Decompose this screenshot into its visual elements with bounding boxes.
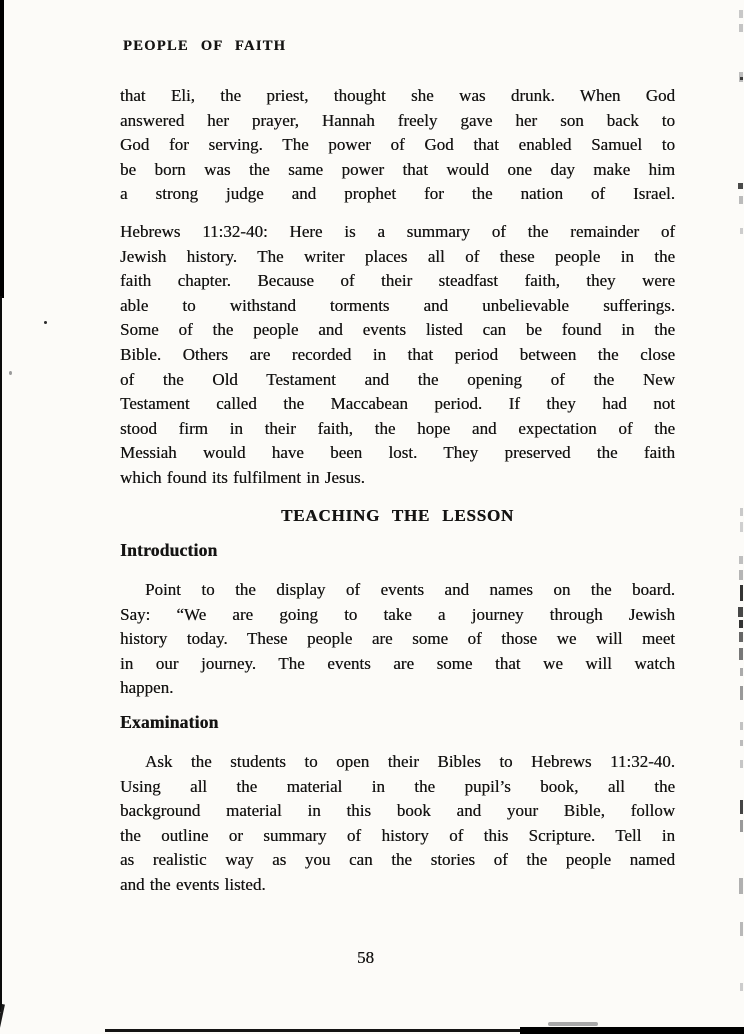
scan-artifact-speck	[9, 371, 12, 375]
text-line: answered her prayer, Hannah freely gave her son back to	[120, 110, 675, 130]
text-line: be born was the same power that would one day make him	[120, 159, 675, 179]
text-line: Some of the people and events listed can be found in the	[120, 320, 675, 340]
scan-artifact-edge-fragment	[738, 607, 743, 617]
scan-artifact-edge-fragment	[740, 522, 743, 532]
scan-artifact-edge-fragment	[740, 820, 743, 832]
text-line: able to withstand torments and unbelievable sufferings.	[120, 295, 675, 315]
scan-artifact-edge-fragment	[740, 228, 743, 234]
scan-artifact-speck	[44, 321, 47, 324]
text-line: stood firm in their faith, the hope and expectation of the	[120, 418, 675, 438]
scan-artifact-corner-curl	[0, 1004, 5, 1034]
scan-artifact-edge-fragment	[739, 570, 743, 580]
scan-artifact-bottom-bar	[105, 1029, 523, 1032]
scan-artifact-edge-fragment	[740, 585, 743, 601]
scan-artifact-edge-fragment	[740, 922, 743, 936]
text-line: the outline or summary of history of this Scripture. Tell in	[120, 825, 675, 845]
scan-artifact-edge-fragment	[740, 508, 743, 516]
section-heading: TEACHING THE LESSON	[281, 506, 514, 525]
scan-artifact-edge-fragment	[739, 556, 743, 564]
text-line: Jewish history. The writer places all of these people in the	[120, 246, 675, 266]
scan-artifact-edge-fragment	[740, 722, 743, 730]
scan-artifact-edge-fragment	[738, 183, 743, 189]
text-line: Ask the students to open their Bibles to Hebrews 11:32-40.	[145, 752, 675, 771]
scan-artifact-bottom-smudge	[548, 1022, 598, 1026]
subheading-examination: Examination	[120, 712, 219, 732]
text-line: that Eli, the priest, thought she was drunk. When God	[120, 86, 675, 105]
scan-artifact-bottom-bar-thick	[520, 1027, 744, 1034]
subheading-introduction: Introduction	[120, 540, 218, 560]
paragraph-hebrews-summary	[120, 220, 675, 491]
scan-artifact-edge-fragment	[739, 10, 743, 18]
scan-artifact-edge-fragment	[739, 878, 743, 894]
scan-artifact-edge-fragment	[739, 72, 743, 82]
scan-artifact-left-edge-bar	[0, 0, 4, 298]
text-line: a strong judge and prophet for the nation of Israel.	[120, 184, 675, 204]
scan-artifact-edge-fragment	[739, 620, 743, 628]
scan-artifact-edge-fragment	[740, 800, 743, 814]
scan-artifact-edge-fragment	[740, 983, 743, 991]
text-line: background material in this book and your Bible, follow	[120, 801, 675, 821]
text-line: as realistic way as you can the stories of the people named	[120, 850, 675, 870]
text-line: faith chapter. Because of their steadfast faith, they were	[120, 271, 675, 291]
text-line: Point to the display of events and names on the board.	[145, 580, 675, 599]
scan-artifact-edge-fragment	[740, 760, 743, 768]
paragraph-examination	[120, 750, 675, 898]
text-line: Say: “We are going to take a journey through Jewish	[120, 604, 675, 624]
scan-artifact-edge-fragment	[739, 648, 743, 660]
text-line: history today. These people are some of those we will meet	[120, 629, 675, 649]
scan-artifact-edge-fragment	[739, 24, 743, 32]
text-line: and the events listed.	[120, 874, 266, 894]
text-line: Messiah would have been lost. They preserved the faith	[120, 443, 675, 463]
paragraph-introduction	[120, 578, 675, 701]
running-header: PEOPLE OF FAITH	[123, 38, 287, 54]
text-line: in our journey. The events are some that we will watch	[120, 653, 675, 673]
text-line: of the Old Testament and the opening of the New	[120, 369, 675, 389]
scan-artifact-left-edge-line	[0, 296, 2, 1012]
scan-artifact-edge-fragment	[740, 668, 743, 676]
page-number: 58	[357, 948, 374, 967]
text-line: God for serving. The power of God that enabled Samuel to	[120, 135, 675, 155]
text-line: Bible. Others are recorded in that period between the close	[120, 344, 675, 364]
scan-artifact-edge-fragment	[740, 740, 743, 746]
paragraph-eli-hannah	[120, 84, 675, 207]
text-line: Hebrews 11:32-40: Here is a summary of the remainder of	[120, 222, 675, 241]
text-line: happen.	[120, 678, 174, 698]
scan-artifact-edge-fragment	[740, 77, 743, 80]
scan-artifact-edge-fragment	[739, 632, 743, 642]
text-line: Testament called the Maccabean period. If they had not	[120, 394, 675, 414]
scan-artifact-edge-fragment	[740, 686, 743, 700]
text-line: which found its fulfilment in Jesus.	[120, 467, 365, 487]
scan-artifact-edge-fragment	[739, 196, 743, 204]
text-line: Using all the material in the pupil’s book, all the	[120, 776, 675, 796]
